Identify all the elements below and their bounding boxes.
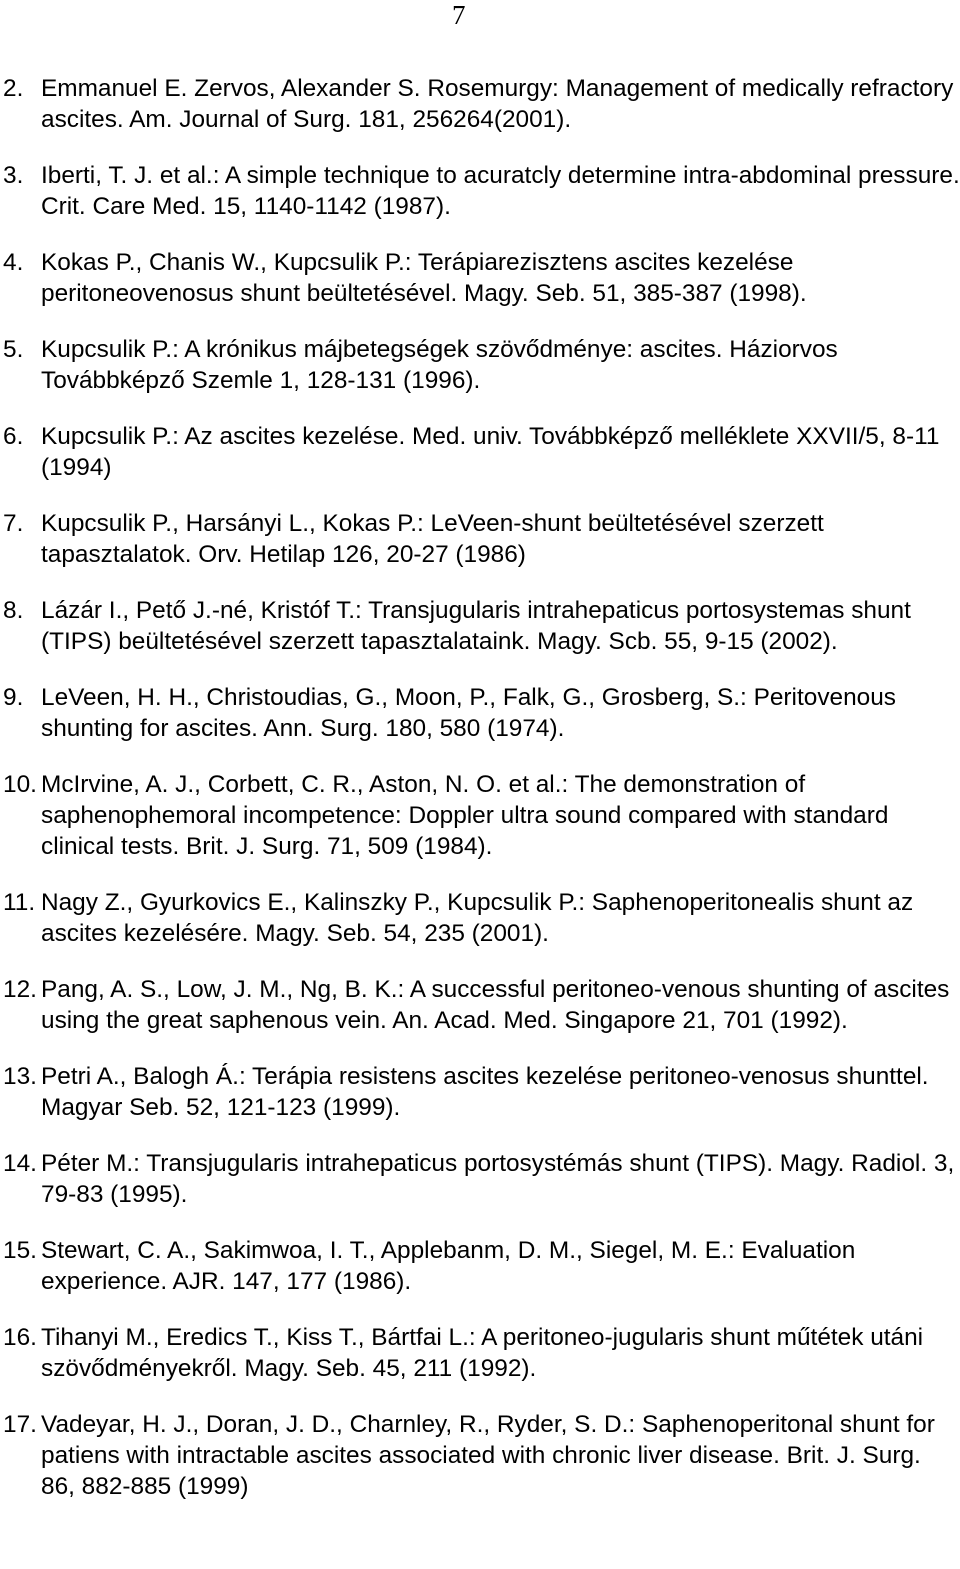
reference-number: 3. — [3, 162, 24, 189]
reference-text: Emmanuel E. Zervos, Alexander S. Rosemurgy: Management of medically refractory ascites. Am. Journal of Surg. 181, 256264(2001). — [41, 75, 954, 133]
reference-number: 4. — [3, 249, 24, 276]
reference-item — [0, 73, 960, 135]
reference-number: 17. — [3, 1411, 37, 1438]
reference-number: 12. — [3, 976, 37, 1003]
reference-number: 8. — [3, 597, 24, 624]
reference-text: Nagy Z., Gyurkovics E., Kalinszky P., Kupcsulik P.: Saphenoperitonealis shunt az ascites kezelésére. Magy. Seb. 54, 235 (2001). — [41, 889, 914, 947]
reference-item — [0, 1409, 960, 1502]
reference-item — [0, 1235, 960, 1297]
reference-text: Kokas P., Chanis W., Kupcsulik P.: Terápiarezisztens ascites kezelése peritoneovenosus shunt beültetésével. Magy. Seb. 51, 385-387 (1998). — [41, 249, 807, 307]
reference-text: Petri A., Balogh Á.: Terápia resistens ascites kezelése peritoneo-venosus shunttel. Magyar Seb. 52, 121-123 (1999). — [41, 1063, 929, 1121]
reference-item — [0, 1322, 960, 1384]
reference-number: 7. — [3, 510, 24, 537]
reference-text: McIrvine, A. J., Corbett, C. R., Aston, N. O. et al.: The demonstration of saphenophemoral incompetence: Doppler ultra sound compared with standard clinical tests. Brit. J. Surg. 71, 509 (1984). — [41, 771, 889, 860]
reference-item — [0, 1148, 960, 1210]
reference-text: Kupcsulik P.: A krónikus májbetegségek szövődménye: ascites. Háziorvos Továbbképző Szemle 1, 128-131 (1996). — [41, 336, 838, 394]
reference-item — [0, 247, 960, 309]
reference-text: Vadeyar, H. J., Doran, J. D., Charnley, R., Ryder, S. D.: Saphenoperitonal shunt for patiens with intractable ascites associated with chronic liver disease. Brit. J. Surg. 86, 882-885 (1999) — [41, 1411, 935, 1500]
reference-text: Lázár I., Pető J.-né, Kristóf T.: Transjugularis intrahepaticus portosystemas shunt (TIPS) beültetésével szerzett tapasztalataink. Magy. Scb. 55, 9-15 (2002). — [41, 597, 911, 655]
reference-text: Stewart, C. A., Sakimwoa, I. T., Applebanm, D. M., Siegel, M. E.: Evaluation experience. AJR. 147, 177 (1986). — [41, 1237, 856, 1295]
reference-item — [0, 1061, 960, 1123]
reference-text: LeVeen, H. H., Christoudias, G., Moon, P., Falk, G., Grosberg, S.: Peritovenous shunting for ascites. Ann. Surg. 180, 580 (1974). — [41, 684, 896, 742]
reference-text: Iberti, T. J. et al.: A simple technique to acuratcly determine intra-abdominal pressure. Crit. Care Med. 15, 1140-1142 (1987). — [41, 162, 960, 220]
reference-number: 9. — [3, 684, 24, 711]
reference-number: 6. — [3, 423, 24, 450]
reference-item — [0, 334, 960, 396]
reference-item — [0, 682, 960, 744]
reference-number: 15. — [3, 1237, 37, 1264]
reference-number: 10. — [3, 771, 37, 798]
reference-item — [0, 974, 960, 1036]
reference-item — [0, 421, 960, 483]
reference-number: 13. — [3, 1063, 37, 1090]
reference-number: 11. — [3, 889, 36, 916]
reference-text: Kupcsulik P., Harsányi L., Kokas P.: LeVeen-shunt beültetésével szerzett tapasztalatok. Orv. Hetilap 126, 20-27 (1986) — [41, 510, 824, 568]
reference-item — [0, 887, 960, 949]
reference-item — [0, 160, 960, 222]
reference-item — [0, 769, 960, 862]
reference-number: 5. — [3, 336, 24, 363]
reference-text: Tihanyi M., Eredics T., Kiss T., Bártfai L.: A peritoneo-jugularis shunt műtétek utáni szövődményekről. Magy. Seb. 45, 211 (1992). — [41, 1324, 924, 1382]
page-number: 7 — [452, 0, 466, 30]
reference-number: 16. — [3, 1324, 37, 1351]
reference-text: Pang, A. S., Low, J. M., Ng, B. K.: A successful peritoneo-venous shunting of ascites using the great saphenous vein. An. Acad. Med. Singapore 21, 701 (1992). — [41, 976, 950, 1034]
reference-number: 14. — [3, 1150, 37, 1177]
reference-item — [0, 595, 960, 657]
reference-number: 2. — [3, 75, 24, 102]
reference-list — [0, 73, 960, 1527]
reference-text: Péter M.: Transjugularis intrahepaticus portosystémás shunt (TIPS). Magy. Radiol. 3, 79-83 (1995). — [41, 1150, 955, 1208]
reference-item — [0, 508, 960, 570]
reference-text: Kupcsulik P.: Az ascites kezelése. Med. univ. Továbbképző melléklete XXVII/5, 8-11 (1994) — [41, 423, 940, 481]
